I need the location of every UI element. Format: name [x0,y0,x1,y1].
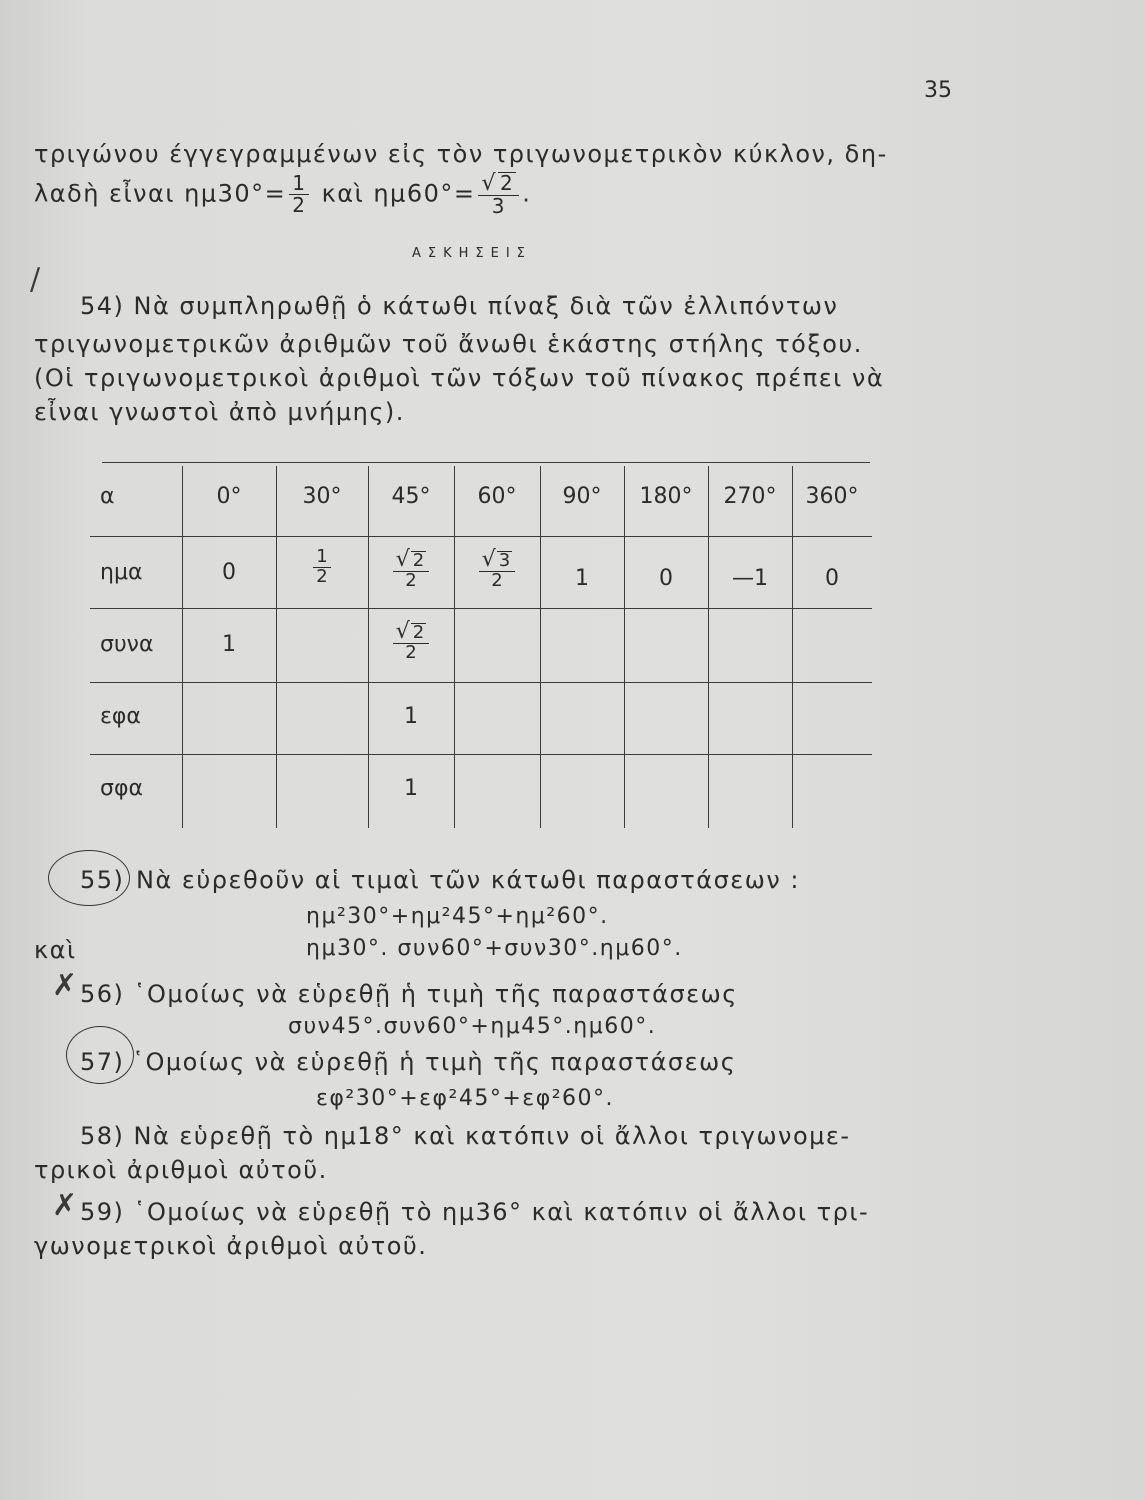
row-label-cot: σφα [100,776,143,801]
pencil-mark-icon: / [30,262,41,297]
table-header-cell: 270° [723,484,777,509]
ex54-line-1: 54) Νὰ συμπληρωθῇ ὁ κάτωθι πίναξ διὰ τῶν ἐλλιπόντων [80,292,839,320]
sqrt-icon: √ [395,619,410,644]
ex58-line-2: τρικοὶ ἀριθμοὶ αὐτοῦ. [34,1156,328,1184]
radicand: 2 [500,171,515,195]
radicand: 2 [412,550,425,571]
intro-line-2-mid: καὶ ημ60°= [321,179,476,208]
table-cell: —1 [732,566,768,591]
frac-numerator: 1 [289,173,309,195]
intro-line-2-prefix: λαδὴ εἶναι ημ30°= [34,179,287,208]
pencil-mark-icon: ✗ [52,968,78,1003]
table-header-cell: 180° [639,484,693,509]
table-cell: 1 [575,566,589,591]
ex55-expr-1: ημ²30°+ημ²45°+ημ²60°. [306,904,609,929]
table-row-rule [90,608,872,609]
ex55-and: καὶ [34,936,77,964]
fraction-one-half [289,173,309,216]
table-row-rule [90,754,872,755]
table-col-rule [276,466,277,828]
sqrt-icon: √ [395,547,410,572]
ex57-number: 57) [80,1048,125,1076]
table-cell: 1 [404,704,418,729]
table-cell-fraction [368,548,454,591]
frac-denominator: 2 [405,570,417,592]
ex54-line-3: (Οἱ τριγωνομετρικοὶ ἀριθμοὶ τῶν τόξων τοῦ πίνακος πρέπει νὰ [34,364,885,392]
table-header-cell: 60° [477,484,517,509]
intro-line-1: τριγώνου έγγεγραμμένων εἰς τὸν τριγωνομετρικὸν κύκλον, δη- [34,140,888,168]
row-label-tan: εφα [100,704,141,729]
table-col-rule [540,466,541,828]
table-cell: 0 [222,560,236,585]
frac-numerator [478,172,519,196]
ex55-expr-2: ημ30°. συν60°+συν30°.ημ60°. [306,936,683,961]
table-top-rule [102,462,870,463]
ex55-number: 55) [80,866,125,894]
frac-denominator: 2 [405,642,417,664]
table-header-cell: 45° [391,484,431,509]
table-row-rule [90,682,872,683]
radicand: 3 [498,550,511,571]
page-number: 35 [924,78,952,103]
table-header-cell: 0° [216,484,242,509]
ex59-line-2: γωνομετρικοὶ ἀριθμοὶ αὐτοῦ. [34,1232,428,1260]
frac-numerator: 1 [313,548,330,568]
radicand: 2 [412,622,425,643]
sqrt-icon: √ [481,547,496,572]
section-heading: ΑΣΚΗΣΕΙΣ [412,246,532,261]
table-cell: 0 [825,566,839,591]
table-cell: 1 [222,632,236,657]
table-col-rule [792,466,793,828]
trig-table [90,462,872,830]
table-header-cell: 90° [562,484,602,509]
ex59-line-1: 59) ῾Ομοίως νὰ εὑρεθῇ τὸ ημ36° καὶ κατόπιν οἱ ἄλλοι τρι- [80,1198,870,1226]
table-header-cell: 30° [302,484,342,509]
frac-denominator: 3 [491,194,506,219]
table-col-rule [454,466,455,828]
sqrt-icon: √ [481,171,497,196]
table-header-label: α [100,484,115,509]
table-cell: 1 [404,776,418,801]
frac-denominator: 2 [316,565,328,587]
table-cell-fraction [368,620,454,663]
table-col-rule [624,466,625,828]
table-cell-fraction [276,548,368,587]
table-col-rule [708,466,709,828]
table-cell-fraction [454,548,540,591]
ex57-expr: εφ²30°+εφ²45°+εφ²60°. [316,1086,615,1111]
ex58-line-1: 58) Νὰ εὑρεθῇ τὸ ημ18° καὶ κατόπιν οἱ ἄλλοι τριγωνομε- [80,1122,851,1150]
frac-denominator: 2 [491,570,503,592]
fraction-root-two-over-three [478,172,519,217]
frac-denominator: 2 [292,193,307,218]
table-cell: 0 [659,566,673,591]
ex55-text: Νὰ εὑρεθοῦν αἱ τιμαὶ τῶν κάτωθι παραστάσεων : [136,866,800,894]
ex57-text: ῾Ομοίως νὰ εὑρεθῇ ἡ τιμὴ τῆς παραστάσεως [132,1048,737,1076]
ex54-line-4: εἶναι γνωστοὶ ἀπὸ μνήμης). [34,398,405,426]
ex56-expr: συν45°.συν60°+ημ45°.ημ60°. [288,1014,657,1039]
row-label-cos: συνα [100,632,154,657]
row-label-sin: ημα [100,560,143,585]
pencil-mark-icon: ✗ [52,1188,78,1223]
table-row-rule [90,536,872,537]
ex56-text: 56) ῾Ομοίως νὰ εὑρεθῇ ἡ τιμὴ τῆς παραστάσεως [80,980,738,1008]
ex54-line-2: τριγωνομετρικῶν ἀριθμῶν τοῦ ἄνωθι ἑκάστης στήλης τόξου. [34,330,863,358]
intro-line-2 [34,172,531,217]
table-header-cell: 360° [805,484,859,509]
intro-line-2-end: . [522,179,532,208]
